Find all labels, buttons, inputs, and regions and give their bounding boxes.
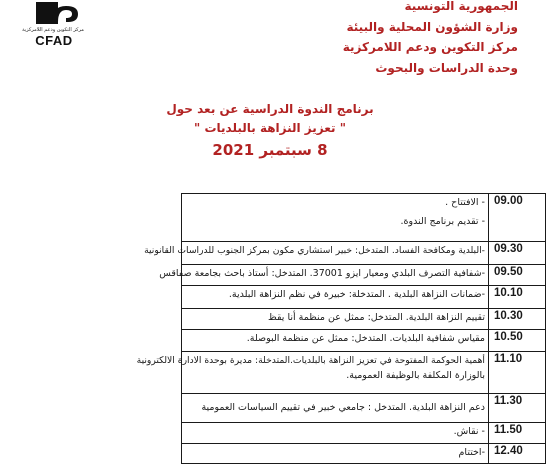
table-row — [182, 242, 546, 265]
table-row — [182, 394, 546, 423]
table-row — [182, 309, 546, 330]
time-cell: 11.30 — [489, 394, 546, 423]
time-cell: 09.30 — [489, 242, 546, 265]
logo-name: CFAD — [35, 33, 73, 48]
activity-text: أهمية الحوكمة المفتوحة في تعزيز النزاهة بالبلديات.المتدخلة: مديرة بوحدة الادارة الالكترونية — [136, 355, 485, 366]
title-line-2: " تعزيز النزاهة بالبلديات " — [194, 121, 346, 135]
logo-emblem-icon — [18, 0, 90, 30]
activity-cell — [182, 444, 489, 464]
activity-cell — [144, 242, 489, 265]
table-row — [182, 423, 546, 444]
table-row — [182, 444, 546, 464]
activity-cell — [182, 330, 489, 352]
activity-cell — [182, 394, 489, 423]
activity-text: بالوزارة المكلفة بالوظيفة العمومية. — [346, 370, 485, 381]
time-cell: 11.50 — [489, 423, 546, 444]
header-ministry: وزارة الشؤون المحلية والبيئة — [346, 19, 518, 34]
activity-cell — [182, 423, 489, 444]
time-cell: 12.40 — [489, 444, 546, 464]
activity-cell — [182, 194, 489, 242]
activity-text: -البلدية ومكافحة الفساد. المتدخل: خبير استشاري مكون بمركز الجنوب للدراسات القانونية — [144, 245, 485, 256]
activity-text: - الافتتاح . — [445, 197, 485, 208]
activity-cell — [182, 286, 489, 309]
activity-text: -شفافية التصرف البلدي ومعيار ايزو 37001. المتدخل: أستاذ باحث بجامعة صفاقس — [159, 268, 485, 279]
cfad-logo — [18, 0, 90, 50]
activity-cell — [159, 265, 489, 286]
title-date: 8 سبتمبر 2021 — [212, 141, 328, 159]
logo-tagline: مركز التكوين ودعم اللامركزية — [22, 27, 84, 33]
table-row — [182, 265, 546, 286]
activity-cell — [136, 352, 489, 394]
header-center: مركز التكوين ودعم اللامركزية — [342, 40, 518, 54]
time-cell: 09.00 — [489, 194, 546, 242]
time-cell: 10.50 — [489, 330, 546, 352]
activity-text: - تقديم برنامج الندوة. — [400, 216, 485, 227]
title-line-1: برنامج الندوة الدراسية عن بعد حول — [166, 102, 374, 116]
table-row — [182, 194, 546, 242]
ministry-header — [343, 0, 518, 78]
activity-text: مقياس شفافية البلديات. المتدخل: ممثل عن منظمة البوصلة. — [246, 333, 485, 344]
header-unit: وحدة الدراسات والبحوث — [375, 60, 518, 75]
activity-text: - نقاش. — [453, 426, 485, 437]
activity-text: -ضمانات النزاهة البلدية . المتدخلة: خبيرة في نظم النزاهة البلدية. — [228, 289, 485, 300]
activity-text: دعم النزاهة البلدية. المتدخل : جامعي خبير في تقييم السياسات العمومية — [201, 402, 485, 413]
activity-cell — [182, 309, 489, 330]
header-republic: الجمهورية التونسية — [404, 0, 518, 13]
table-row — [182, 286, 546, 309]
table-row — [182, 352, 546, 394]
activity-text: -اختتام — [458, 447, 485, 458]
time-cell: 10.10 — [489, 286, 546, 309]
time-cell: 10.30 — [489, 309, 546, 330]
schedule-table — [136, 193, 546, 464]
activity-text: تقييم النزاهة البلدية. المتدخل: ممثل عن منظمة أنا يقظ — [267, 312, 485, 323]
table-row — [182, 330, 546, 352]
time-cell: 09.50 — [489, 265, 546, 286]
time-cell: 11.10 — [489, 352, 546, 394]
program-title — [150, 100, 390, 162]
